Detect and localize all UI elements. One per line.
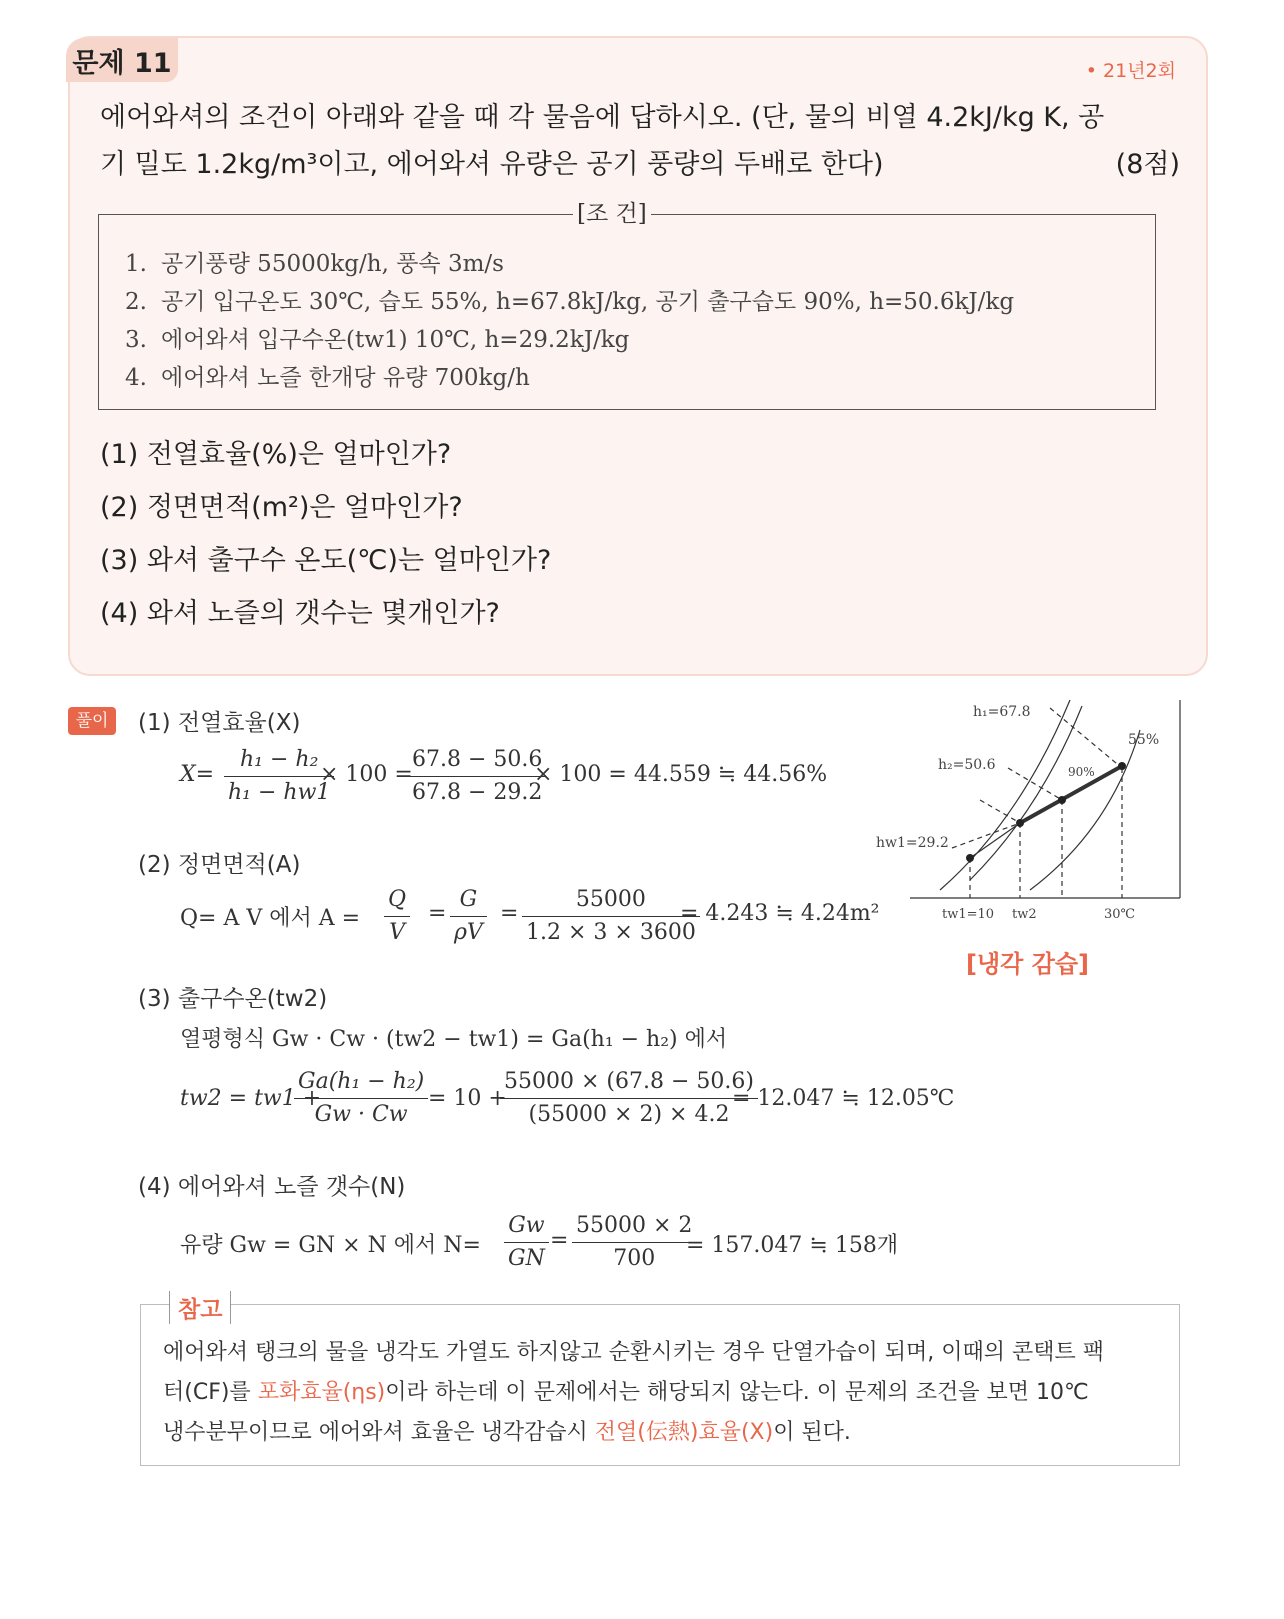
part4-fraction-symbolic [504, 1210, 549, 1275]
enthalpy-line-mid [980, 800, 1020, 823]
state-point-tw1 [966, 854, 974, 862]
part1-fraction-numeric [408, 744, 546, 809]
part3-mid: = 10 + [428, 1086, 507, 1111]
fraction-denominator: h₁ − hw1 [228, 780, 331, 805]
sub-questions-list [100, 428, 551, 640]
condition-number: 1. [125, 251, 147, 277]
note-line-3-pre: 냉수분무이므로 에어와셔 효율은 냉각감습시 [163, 1420, 595, 1445]
part2-result: = 4.243 ≒ 4.24m² [680, 901, 880, 926]
part2-fraction-numeric [522, 884, 700, 949]
enthalpy-line-h2 [1008, 768, 1062, 800]
condition-text: 공기풍량 55000kg/h, 풍속 3m/s [161, 251, 504, 277]
problem-box [68, 36, 1208, 676]
note-box [140, 1297, 1180, 1466]
question-text [100, 94, 1180, 188]
solution-badge: 풀이 [68, 707, 116, 735]
note-line-3-post: 이 된다. [773, 1420, 851, 1445]
part3-result: = 12.047 ≒ 12.05℃ [732, 1086, 955, 1111]
fraction-numerator: 55000 × 2 [572, 1210, 696, 1243]
part2-fraction-qv [384, 884, 410, 949]
fraction-numerator: Gw [504, 1210, 549, 1243]
sub-question-1: (1) 전열효율(%)은 얼마인가? [100, 439, 452, 470]
fraction-denominator: (55000 × 2) × 4.2 [528, 1102, 730, 1127]
fraction-numerator: Q [384, 884, 410, 917]
solution-part2-heading: (2) 정면면적(A) [138, 852, 301, 878]
condition-text: 에어와셔 입구수온(tw1) 10℃, h=29.2kJ/kg [161, 327, 630, 353]
solution-part1-heading: (1) 전열효율(X) [138, 710, 301, 736]
diagram-caption: [냉각 감습] [966, 950, 1090, 978]
condition-number: 4. [125, 365, 147, 391]
fraction-denominator: 67.8 − 29.2 [412, 780, 543, 805]
condition-number: 3. [125, 327, 147, 353]
part2-equals-1: = [428, 901, 447, 926]
condition-number: 2. [125, 289, 147, 315]
points-label: (8점) [1115, 149, 1180, 180]
chart-label-tw2: tw2 [1012, 907, 1037, 922]
condition-text: 공기 입구온도 30℃, 습도 55%, h=67.8kJ/kg, 공기 출구습도 90%, h=50.6kJ/kg [161, 289, 1015, 315]
chart-label-hw1: hw1=29.2 [876, 835, 949, 851]
note-line-3 [163, 1413, 1163, 1453]
saturation-efficiency-highlight: 포화효율(ηs) [257, 1380, 386, 1405]
part3-heat-balance: 열평형식 Gw · Cw · (tw2 − tw1) = Ga(h₁ − h₂) 에서 [180, 1027, 728, 1052]
part4-fraction-numeric [572, 1210, 696, 1275]
part4-equals: = [550, 1228, 569, 1253]
part1-lhs: X= [180, 762, 215, 787]
part1-fraction-symbolic [224, 744, 334, 809]
saturation-curve [940, 700, 1070, 890]
part4-lhs: 유량 Gw = GN × N 에서 N= [180, 1233, 481, 1258]
question-line-2-text: 기 밀도 1.2kg/m³이고, 에어와셔 유량은 공기 풍량의 두배로 한다) [100, 149, 884, 180]
chart-label-tw1: tw1=10 [942, 907, 995, 922]
part3-fraction-symbolic [294, 1066, 428, 1131]
exam-session-label: • 21년2회 [1085, 60, 1176, 82]
question-line-1: 에어와셔의 조건이 아래와 같을 때 각 물음에 답하시오. (단, 물의 비열 4.2kJ/kg K, 공 [100, 102, 1105, 133]
part2-fraction-g-rhov [450, 884, 487, 949]
condition-item [125, 359, 1014, 397]
chart-label-30c: 30℃ [1104, 907, 1136, 922]
note-line-2 [163, 1373, 1163, 1413]
solution-part3-heading: (3) 출구수온(tw2) [138, 986, 328, 1012]
chart-label-h1: h₁=67.8 [973, 704, 1031, 720]
question-line-2 [100, 141, 1180, 188]
part4-result: = 157.047 ≒ 158개 [686, 1233, 899, 1258]
total-heat-efficiency-highlight: 전열(伝熱)효율(X) [594, 1420, 774, 1445]
fraction-numerator: Ga(h₁ − h₂) [294, 1066, 428, 1099]
chart-label-rh55: 55% [1128, 732, 1160, 748]
chart-label-rh90: 90% [1068, 765, 1095, 779]
problem-number-tag: 문제 11 [66, 38, 178, 82]
condition-item [125, 321, 1014, 359]
sub-question-2: (2) 정면면적(m²)은 얼마인가? [100, 492, 463, 523]
sub-question-4: (4) 와셔 노즐의 갯수는 몇개인가? [100, 598, 500, 629]
state-point-mid [1058, 796, 1066, 804]
condition-item [125, 245, 1014, 283]
conditions-title: [조 건] [573, 195, 651, 228]
part3-fraction-numeric [500, 1066, 758, 1131]
fraction-numerator: 55000 [522, 884, 700, 917]
fraction-numerator: G [450, 884, 487, 917]
note-line-2-pre: 터(CF)를 [163, 1380, 258, 1405]
note-line-1: 에어와셔 탱크의 물을 냉각도 가열도 하지않고 순환시키는 경우 단열가습이 되며, 이때의 콘택트 팩 [163, 1340, 1104, 1365]
fraction-numerator: 55000 × (67.8 − 50.6) [500, 1066, 758, 1099]
fraction-numerator: 67.8 − 50.6 [408, 744, 546, 777]
solution-part4-heading: (4) 에어와셔 노즐 갯수(N) [138, 1174, 406, 1200]
part2-equals-2: = [500, 901, 519, 926]
note-text [163, 1333, 1163, 1453]
part1-times: × 100 = [320, 762, 413, 787]
state-point-inlet [1118, 762, 1126, 770]
part3-lhs: tw2 = tw1 + [180, 1086, 322, 1111]
fraction-denominator: 700 [613, 1246, 656, 1271]
psychrometric-diagram [870, 690, 1190, 930]
fraction-denominator: ρV [454, 920, 483, 945]
fraction-denominator: GN [508, 1246, 545, 1271]
note-label: 참고 [169, 1291, 231, 1324]
enthalpy-line-h1 [1050, 708, 1122, 768]
condition-text: 에어와셔 노즐 한개당 유량 700kg/h [161, 365, 530, 391]
sub-question-3: (3) 와셔 출구수 온도(℃)는 얼마인가? [100, 545, 552, 576]
fraction-numerator: h₁ − h₂ [224, 744, 334, 777]
conditions-list [125, 245, 1014, 397]
condition-item [125, 283, 1014, 321]
conditions-box [98, 201, 1156, 410]
part2-lhs: Q= A V 에서 A = [180, 906, 361, 931]
fraction-denominator: Gw · Cw [314, 1102, 408, 1127]
fraction-denominator: V [389, 920, 405, 945]
rh90-curve [970, 706, 1082, 880]
fraction-denominator: 1.2 × 3 × 3600 [526, 920, 696, 945]
chart-label-h2: h₂=50.6 [938, 757, 996, 773]
state-point-tw2 [1016, 819, 1024, 827]
note-line-2-post: 이라 하는데 이 문제에서는 해당되지 않는다. 이 문제의 조건을 보면 10℃ [385, 1380, 1089, 1405]
part1-result: × 100 = 44.559 ≒ 44.56% [534, 762, 828, 787]
